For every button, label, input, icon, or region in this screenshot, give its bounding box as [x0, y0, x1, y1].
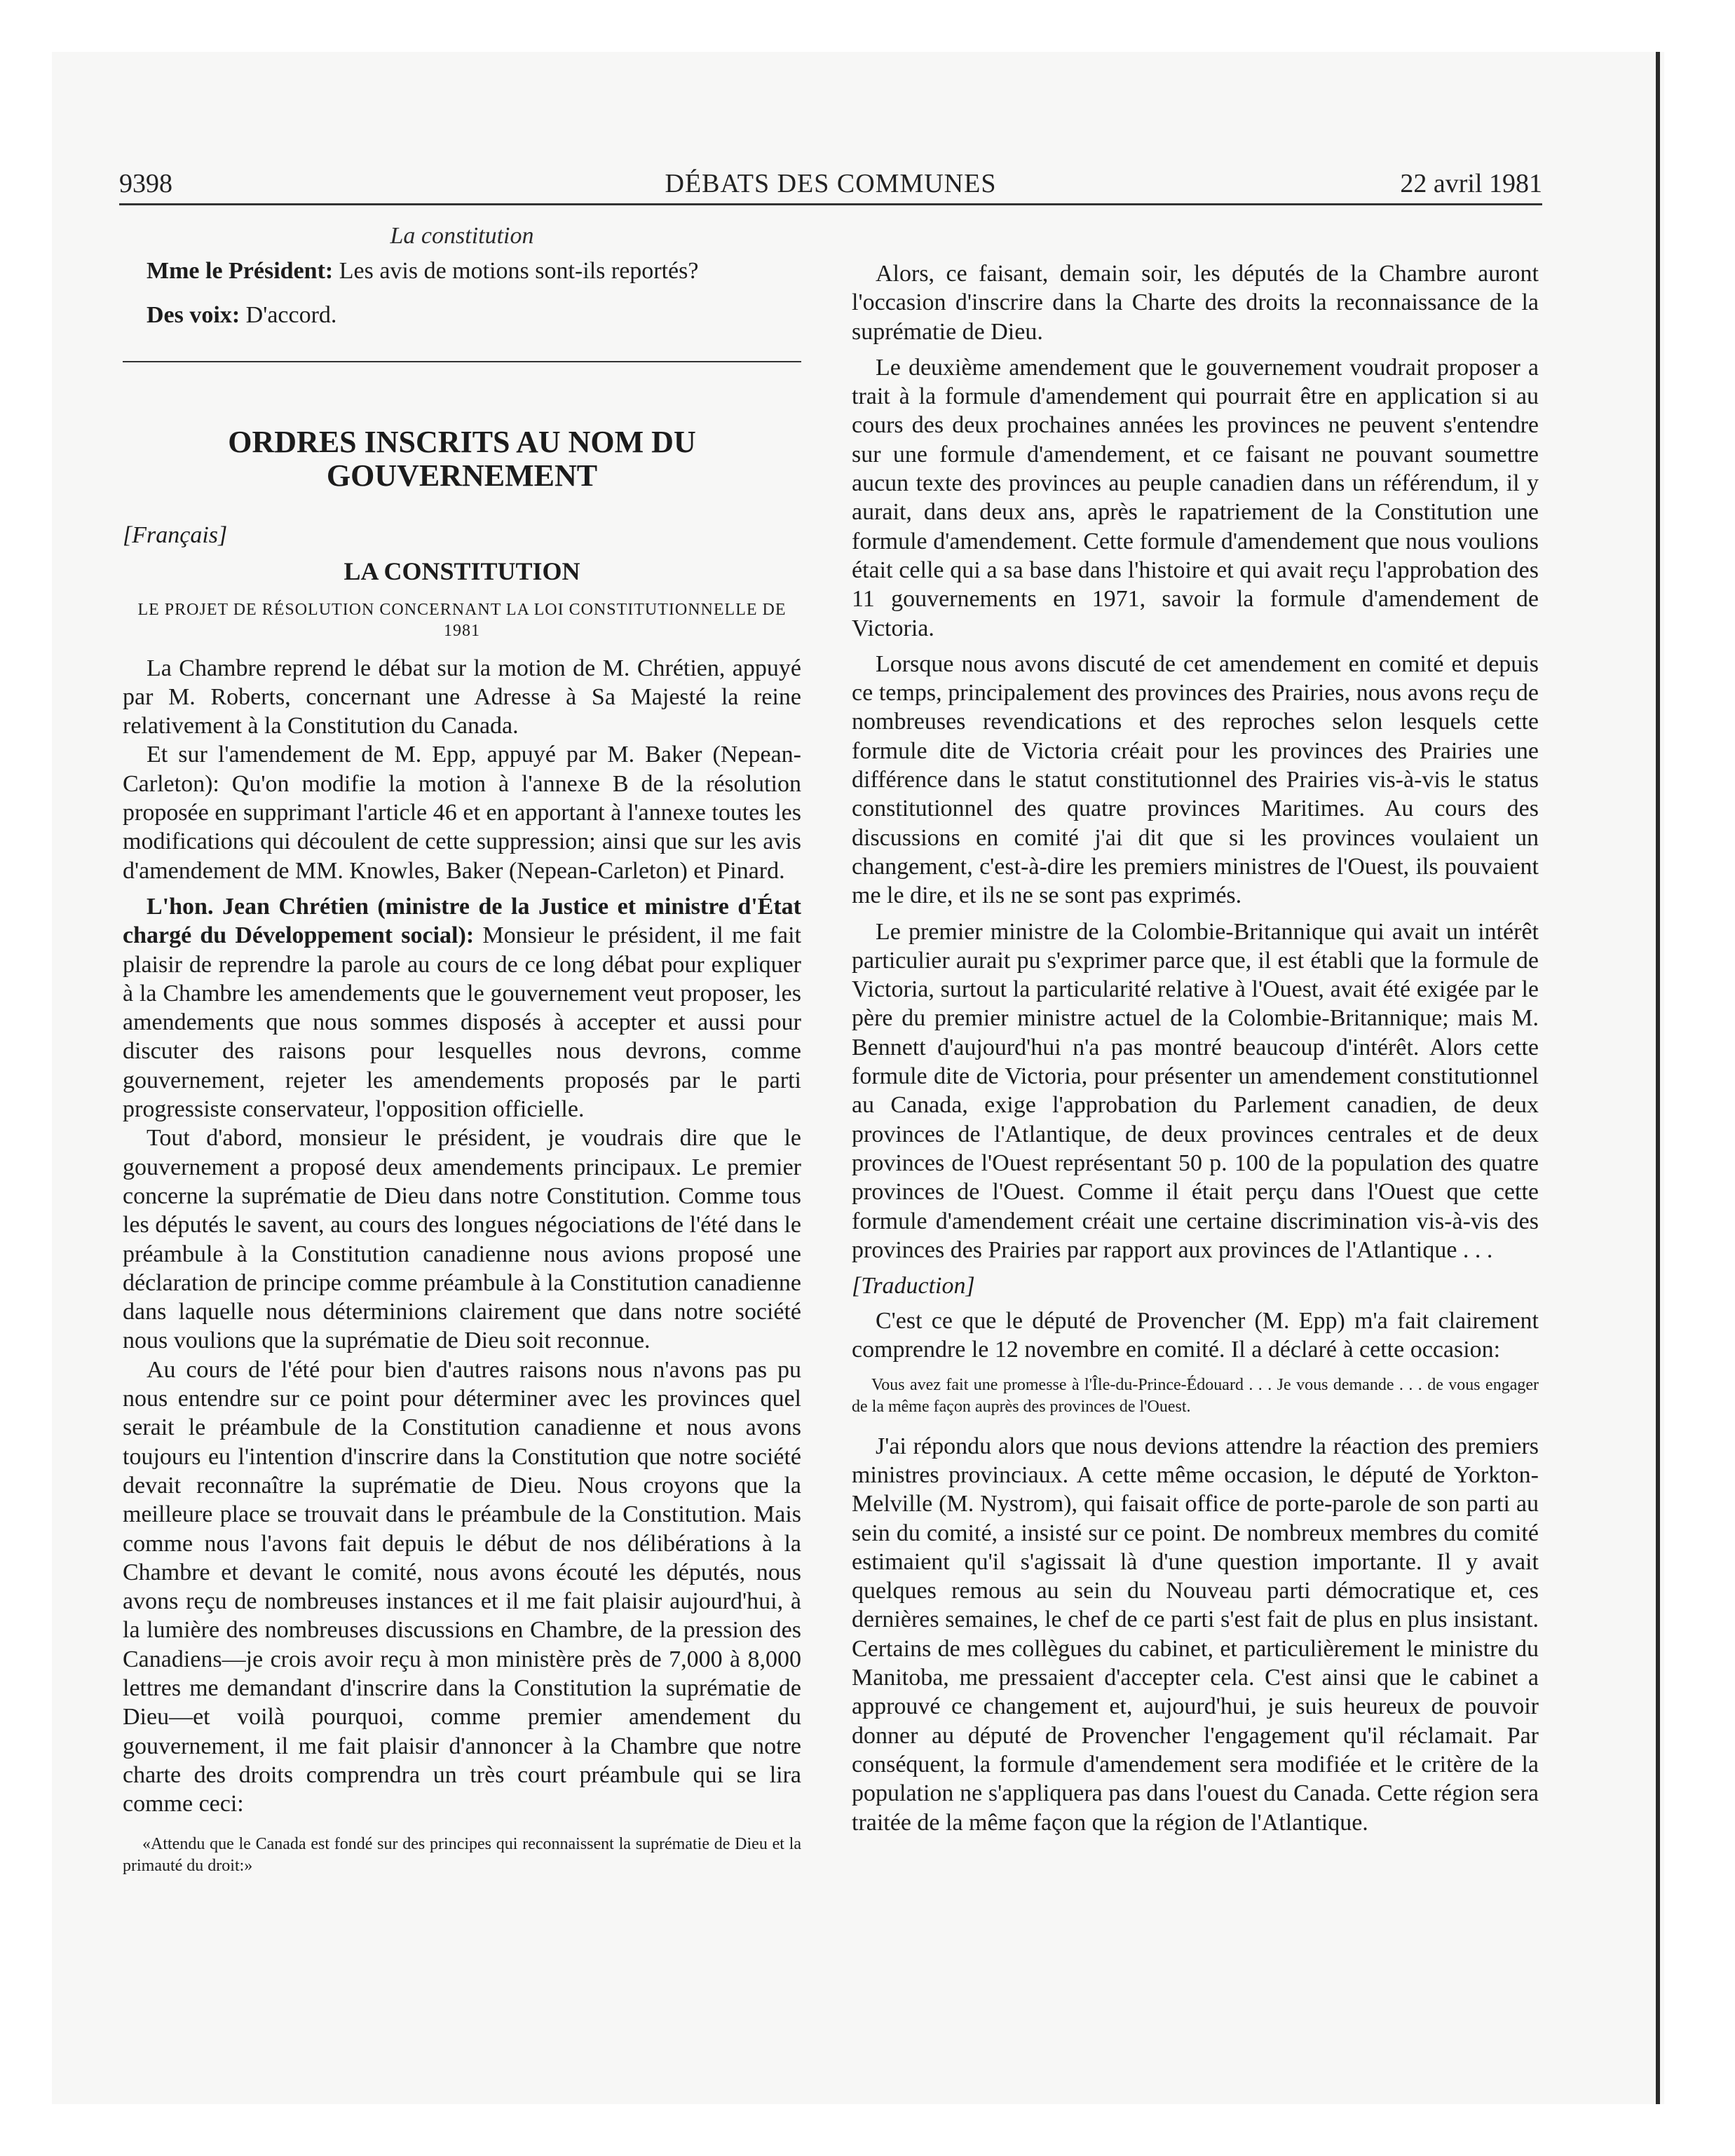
publication-title: DÉBATS DES COMMUNES	[665, 169, 997, 198]
orders-heading: ORDRES INSCRITS AU NOM DU GOUVERNEMENT	[228, 424, 696, 493]
speech-text: Les avis de motions sont-ils reportés?	[333, 258, 699, 284]
paragraph: Au cours de l'été pour bien d'autres raisons nous n'avons pas pu nous entendre sur ce point pour déterminer avec les provinces quel serait le préambule de la Constitution canadienne et nous avons toujours eu l'intention d'inscrire dans la Constitution que notre société devait reconnaître la suprématie de Dieu. Nous croyons que la meilleure place se trouvait dans le préambule de la Constitution. Mais comme nous l'avons fait depuis le début de nos délibérations à la Chambre et devant le comité, nous avons écouté les députés, nous avons reçu de nombreuses instances et il me fait plaisir aujourd'hui, à la lumière des nombreuses discussions en Chambre, de la pression des Canadiens—je crois avoir reçu à mon ministère près de 7,000 à 8,000 lettres me demandant d'inscrire dans la Constitution la suprématie de Dieu—et voilà pourquoi, comme premier amendement du gouvernement, il me fait plaisir d'annoncer à la Chambre que notre charte des droits comprendra un très court préambule qui se lira comme ceci:	[123, 1356, 801, 1817]
paragraph: Le premier ministre de la Colombie-Britannique qui avait un intérêt particulier aurait pu s'exprimer parce que, il est établi que la formule de Victoria, surtout la particularité relative à l'Ouest, avait été exigée par le père du premier ministre actuel de la Colombie-Britannique; mais M. Bennett d'aujourd'hui n'a pas montré beaucoup d'intérêt. Alors cette formule dite de Victoria, pour présenter un amendement constitutionnel au Canada, exige l'approbation du Parlement canadien, de deux provinces de l'Atlantique, de deux provinces centrales et de deux provinces de l'Ouest représentant 50 p. 100 de la population des quatre provinces de l'Ouest. Comme il était perçu dans l'Ouest que cette formule d'amendement créait une certaine discrimination vis-à-vis des provinces des Prairies par rapport aux provinces de l'Atlantique . . .	[852, 918, 1539, 1263]
left-column	[123, 221, 801, 1891]
speaker-name: Mme le Président:	[147, 258, 334, 284]
speech-president	[123, 257, 801, 285]
header-rule	[119, 203, 1542, 205]
speech-text: Monsieur le président, il me fait plaisir de reprendre la parole au cours de ce long débat pour expliquer à la Chambre les amendements que le gouvernement veut proposer, les amendements que nous sommes disposés à accepter et aussi pour discuter des raisons pour lesquelles nous devrons, comme gouvernement, rejeter les amendements proposés par le parti progressiste conservateur, l'opposition officielle.	[123, 922, 801, 1123]
paragraph: La Chambre reprend le débat sur la motion de M. Chrétien, appuyé par M. Roberts, concernant une Adresse à Sa Majesté la reine relativement à la Constitution du Canada.	[123, 655, 801, 739]
running-title: La constitution	[390, 223, 534, 249]
paragraph: C'est ce que le député de Provencher (M. Epp) m'a fait clairement comprendre le 12 novembre en comité. Il a déclaré à cette occasion:	[852, 1308, 1539, 1363]
section-heading: LA CONSTITUTION	[343, 557, 580, 585]
paragraph: Le deuxième amendement que le gouvernement voudrait proposer a trait à la formule d'amendement qui pourrait être en application si au cours des deux prochaines années les provinces ne peuvent s'entendre sur une formule d'amendement, et ce faisant ne pouvant soumettre aucun texte des provinces au peuple canadien dans un référendum, il y aurait, dans deux ans, après le rapatriement de la Constitution une formule d'amendement. Cette formule d'amendement que nous voulions était celle qui a sa base dans l'histoire et qui avait reçu l'approbation des 11 gouvernements en 1971, savoir la formule d'amendement de Victoria.	[852, 354, 1539, 641]
block-quote: Vous avez fait une promesse à l'Île-du-Prince-Édouard . . . Je vous demande . . . de vous engager de la même façon auprès des provinces de l'Ouest.	[852, 1375, 1539, 1416]
paragraph: Lorsque nous avons discuté de cet amendement en comité et depuis ce temps, principalement des provinces des Prairies, nous avons reçu de nombreuses revendications et des reproches selon lesquels cette formule dite de Victoria créait pour les provinces des Prairies une différence dans le statut constitutionnel des Prairies vis-à-vis le status constitutionnel des quatre provinces Maritimes. Au cours des discussions en comité j'ai dit que si les provinces voulaient un changement, c'est-à-dire les premiers ministres de l'Ouest, ils pouvaient me le dire, et ils ne se sont pas exprimés.	[852, 650, 1539, 909]
language-marker: [Français]	[123, 521, 228, 548]
page-date: 22 avril 1981	[1400, 169, 1542, 198]
speech-chretien	[123, 892, 801, 1124]
block-quote: «Attendu que le Canada est fondé sur des principes qui reconnaissent la suprématie de Dieu et la primauté du droit:»	[123, 1835, 801, 1876]
paragraph: Alors, ce faisant, demain soir, les députés de la Chambre auront l'occasion d'inscrire dans la Charte des droits la reconnaissance de la suprématie de Dieu.	[852, 261, 1539, 345]
scan-edge-line	[1656, 52, 1660, 2104]
speaker-name: Des voix:	[147, 302, 240, 329]
speech-voices	[123, 301, 801, 329]
subheading: LE PROJET DE RÉSOLUTION CONCERNANT LA LOI CONSTITUTIONNELLE DE 1981	[137, 600, 787, 640]
section-separator	[123, 361, 801, 362]
speaker-name: L'hon. Jean Chrétien (ministre de la Justice et ministre d'État chargé du Développement social):	[123, 893, 801, 949]
speech-text: D'accord.	[240, 302, 337, 329]
paragraph: Tout d'abord, monsieur le président, je voudrais dire que le gouvernement a proposé deux amendements principaux. Le premier concerne la suprématie de Dieu dans notre Constitution. Comme tous les députés le savent, au cours des longues négociations de l'été dans le préambule à la Constitution canadienne nous avions proposé une déclaration de principe comme préambule à la Constitution canadienne dans laquelle nous déterminions clairement que dans notre société nous voulions que la suprématie de Dieu soit reconnue.	[123, 1125, 801, 1354]
paragraph: Et sur l'amendement de M. Epp, appuyé par M. Baker (Nepean-Carleton): Qu'on modifie la motion à l'annexe B de la résolution proposée en supprimant l'article 46 et en apportant à l'annexe toutes les modifications qui découlent de cette suppression; ainsi que sur les avis d'amendement de MM. Knowles, Baker (Nepean-Carleton) et Pinard.	[123, 742, 801, 884]
paragraph: J'ai répondu alors que nous devions attendre la réaction des premiers ministres provinciaux. A cette même occasion, le député de Yorkton-Melville (M. Nystrom), qui faisait office de porte-parole de son parti au sein du comité, a insisté sur ce point. De nombreux membres du comité estimaient qu'il s'agissait là d'une question importante. Il y avait quelques remous au sein du Nouveau parti démocratique et, ces dernières semaines, le chef de ce parti s'est fait de plus en plus insistant. Certains de mes collègues du cabinet, et particulièrement le ministre du Manitoba, me pressaient d'accepter cela. C'est ainsi que le cabinet a approuvé ce changement et, aujourd'hui, je suis heureux de pouvoir donner au député de Provencher l'engagement qu'il réclamait. Par conséquent, la formule d'amendement sera modifiée et le critère de la population ne s'appliquera pas dans l'ouest du Canada. Cette région sera traitée de la même façon que la région de l'Atlantique.	[852, 1433, 1539, 1836]
page-number: 9398	[119, 169, 172, 198]
page-header	[119, 167, 1542, 200]
language-marker: [Traduction]	[852, 1273, 975, 1299]
right-column	[852, 259, 1539, 1837]
